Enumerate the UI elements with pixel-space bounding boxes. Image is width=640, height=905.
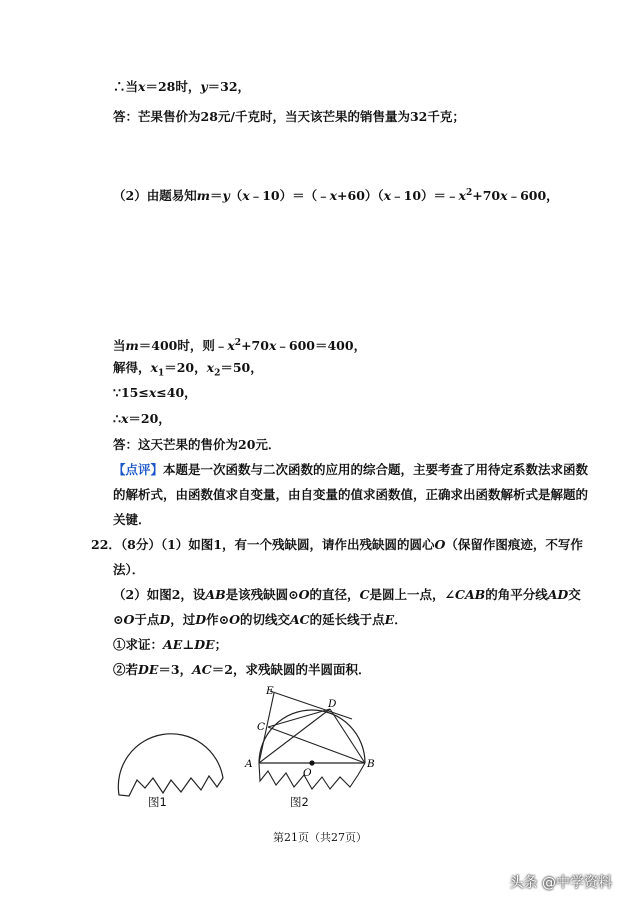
- page-footer: 第21页（共27页）: [273, 831, 367, 844]
- range-line: ∵15≤x≤40，: [113, 385, 197, 400]
- question-22-subq-2: ②若DE＝3，AC＝2，求残缺圆的半圆面积．: [113, 662, 371, 677]
- figure-2-label: 图2: [290, 795, 309, 809]
- comment-line-1: 【点评】本题是一次函数与二次函数的应用的综合题，主要考查了用待定系数法求函数: [113, 462, 589, 477]
- figure-2-geometry: [240, 685, 390, 800]
- chord-AD: [259, 709, 330, 763]
- point-label-B: B: [367, 758, 375, 770]
- point-label-O: O: [303, 767, 312, 779]
- point-label-A: A: [245, 758, 253, 770]
- solution-values: 解得，$x_1=20$，$x_2=50$，: [113, 360, 263, 379]
- comment-line-2: 的解析式，由函数值求自变量，由自变量的值求函数值，正确求出函数解析式是解题的: [113, 487, 589, 502]
- figure-1-broken-circle: [105, 700, 235, 805]
- question-22-line-1: 22．（8分）（1）如图1，有一个残缺圆，请作出残缺圆的圆心O（保留作图痕迹，不写作: [91, 537, 583, 552]
- point-label-D: D: [328, 698, 337, 710]
- watermark: 头条 @中学资料: [509, 875, 612, 891]
- broken-lower-edge: [259, 763, 365, 789]
- equation-line: 当m＝400时，则$﹣x^2+70x﹣600=400$，: [113, 338, 367, 354]
- answer-line-2: 答：这天芒果的售价为20元．: [113, 437, 281, 452]
- question-22-part2-line-2: ⊙O于点D，过D作⊙O的切线交AC的延长线于点E．: [113, 612, 407, 627]
- comment-line-3: 关键．: [113, 512, 151, 527]
- question-22-subq-1: ①求证：AE⊥DE；: [113, 637, 228, 652]
- solution-line-1: ∴当x＝28时，y＝32，: [113, 79, 251, 94]
- answer-line-1: 答：芒果售价为28元/千克时，当天该芒果的销售量为32千克；: [113, 109, 465, 124]
- result-line: ∴x＝20，: [113, 411, 171, 426]
- point-label-E: E: [266, 685, 274, 697]
- center-point-O: [309, 760, 314, 765]
- point-label-C: C: [257, 721, 266, 733]
- figure-1-label: 图1: [148, 795, 167, 809]
- comment-tag: 【点评】: [113, 462, 164, 477]
- part2-expression: （2）由题易知$m=y(x﹣10)=(﹣x+60)(x﹣10)=﹣x^2+70x﹣600$，: [113, 188, 559, 204]
- question-22-part2-line-1: （2）如图2，设AB是该残缺圆⊙O的直径，C是圆上一点，∠CAB的角平分线AD交: [113, 587, 581, 602]
- question-22-line-2: 法）．: [113, 562, 145, 577]
- broken-circle-outline: [118, 734, 223, 796]
